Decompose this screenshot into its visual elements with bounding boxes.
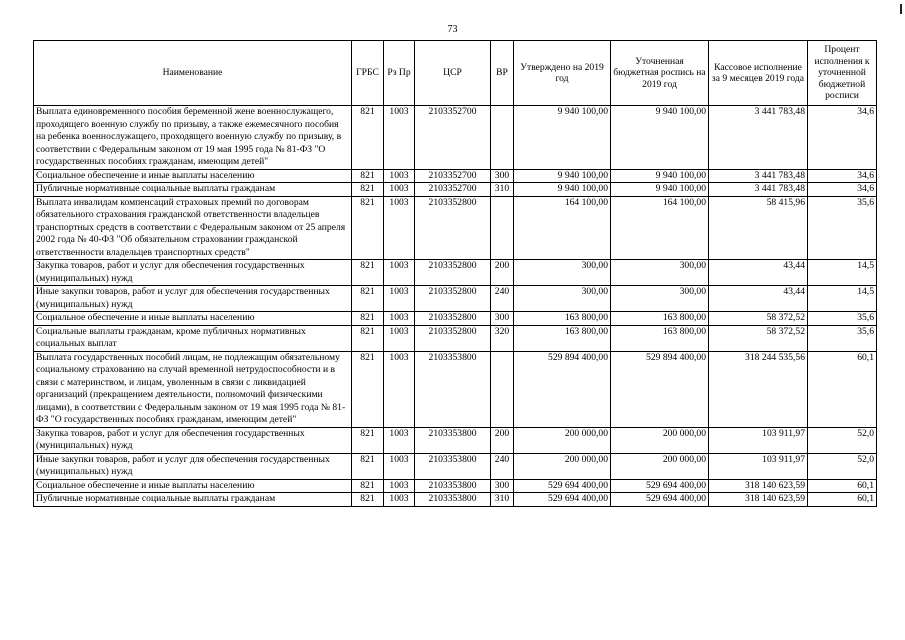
- table-row: [34, 312, 877, 326]
- cell-refined: 300,00: [611, 260, 709, 286]
- cell-name: Закупка товаров, работ и услуг для обеспечения государственных (муниципальных) нужд: [34, 427, 352, 453]
- cell-approved: 9 940 100,00: [514, 106, 611, 170]
- cell-rzpr: 1003: [384, 183, 415, 197]
- cell-name: Публичные нормативные социальные выплаты гражданам: [34, 183, 352, 197]
- cell-cash: 3 441 783,48: [709, 169, 808, 183]
- cell-percent: 34,6: [808, 169, 877, 183]
- cell-cash: 3 441 783,48: [709, 183, 808, 197]
- cell-name: Выплата единовременного пособия беременной жене военнослужащего, проходящего военную службу по призыву, а также ежемесячного пособия на ребенка военнослужащего, проходящего военную службу по призыву, в соответствии с Федеральным законом от 19 мая 1995 года № 81-ФЗ "О государственных пособиях гражданам, имеющим детей": [34, 106, 352, 170]
- header-rzpr: Рз Пр: [384, 41, 415, 106]
- table-row: [34, 325, 877, 351]
- cell-grbs: 821: [352, 351, 384, 427]
- cell-csr: 2103353800: [415, 479, 491, 493]
- budget-table: [33, 40, 877, 507]
- cell-percent: 14,5: [808, 286, 877, 312]
- cell-csr: 2103352700: [415, 106, 491, 170]
- header-percent: Процент исполнения к уточненной бюджетной росписи: [808, 41, 877, 106]
- table-row: [34, 493, 877, 507]
- cell-cash: 58 415,96: [709, 196, 808, 260]
- cell-refined: 529 894 400,00: [611, 351, 709, 427]
- cell-rzpr: 1003: [384, 479, 415, 493]
- cell-name: Выплата инвалидам компенсаций страховых премий по договорам обязательного страхования гражданской ответственности владельцев транспортных средств в соответствии с Федеральным законом от 25 апреля 2002 года № 40-ФЗ "Об обязательном страховании гражданской ответственности владельцев транспортных средств": [34, 196, 352, 260]
- cell-vr: 240: [491, 286, 514, 312]
- cell-vr: 200: [491, 427, 514, 453]
- cell-refined: 164 100,00: [611, 196, 709, 260]
- cell-rzpr: 1003: [384, 260, 415, 286]
- cell-approved: 529 894 400,00: [514, 351, 611, 427]
- cell-grbs: 821: [352, 312, 384, 326]
- table-row: [34, 286, 877, 312]
- cell-vr: 240: [491, 453, 514, 479]
- cell-name: Социальное обеспечение и иные выплаты населению: [34, 169, 352, 183]
- header-refined: Уточненная бюджетная роспись на 2019 год: [611, 41, 709, 106]
- cell-csr: 2103352800: [415, 325, 491, 351]
- cell-cash: 103 911,97: [709, 453, 808, 479]
- cell-rzpr: 1003: [384, 196, 415, 260]
- cell-approved: 9 940 100,00: [514, 183, 611, 197]
- cell-vr: 310: [491, 493, 514, 507]
- cell-csr: 2103352800: [415, 286, 491, 312]
- cell-percent: 14,5: [808, 260, 877, 286]
- cell-rzpr: 1003: [384, 493, 415, 507]
- cell-percent: 52,0: [808, 427, 877, 453]
- cell-refined: 529 694 400,00: [611, 479, 709, 493]
- cell-name: Публичные нормативные социальные выплаты гражданам: [34, 493, 352, 507]
- cell-cash: 318 140 623,59: [709, 493, 808, 507]
- cell-cash: 43,44: [709, 260, 808, 286]
- table-row: [34, 427, 877, 453]
- cell-percent: 60,1: [808, 479, 877, 493]
- table-row: [34, 479, 877, 493]
- cell-rzpr: 1003: [384, 106, 415, 170]
- cell-name: Иные закупки товаров, работ и услуг для обеспечения государственных (муниципальных) нужд: [34, 286, 352, 312]
- cell-csr: 2103352800: [415, 312, 491, 326]
- cell-vr: 300: [491, 312, 514, 326]
- cell-grbs: 821: [352, 453, 384, 479]
- cell-vr: 300: [491, 169, 514, 183]
- table-header-row: [34, 41, 877, 106]
- cell-rzpr: 1003: [384, 351, 415, 427]
- cell-refined: 529 694 400,00: [611, 493, 709, 507]
- cell-name: Социальное обеспечение и иные выплаты населению: [34, 312, 352, 326]
- cell-refined: 163 800,00: [611, 312, 709, 326]
- cell-vr: 300: [491, 479, 514, 493]
- cell-grbs: 821: [352, 183, 384, 197]
- cell-grbs: 821: [352, 493, 384, 507]
- cell-approved: 529 694 400,00: [514, 479, 611, 493]
- cell-approved: 200 000,00: [514, 427, 611, 453]
- cell-refined: 9 940 100,00: [611, 183, 709, 197]
- table-row: [34, 196, 877, 260]
- cell-grbs: 821: [352, 260, 384, 286]
- cell-cash: 103 911,97: [709, 427, 808, 453]
- cell-refined: 9 940 100,00: [611, 106, 709, 170]
- cell-vr: 200: [491, 260, 514, 286]
- cell-csr: 2103352800: [415, 260, 491, 286]
- cell-grbs: 821: [352, 196, 384, 260]
- cell-percent: 60,1: [808, 493, 877, 507]
- cell-grbs: 821: [352, 325, 384, 351]
- header-grbs: ГРБС: [352, 41, 384, 106]
- cell-vr: [491, 106, 514, 170]
- table-row: [34, 453, 877, 479]
- table-row: [34, 169, 877, 183]
- cell-refined: 200 000,00: [611, 453, 709, 479]
- cell-cash: 3 441 783,48: [709, 106, 808, 170]
- cell-percent: 34,6: [808, 106, 877, 170]
- scan-edge-mark: [900, 4, 902, 14]
- table-row: [34, 260, 877, 286]
- header-vr: ВР: [491, 41, 514, 106]
- cell-cash: 58 372,52: [709, 325, 808, 351]
- table-row: [34, 351, 877, 427]
- cell-grbs: 821: [352, 169, 384, 183]
- cell-name: Закупка товаров, работ и услуг для обеспечения государственных (муниципальных) нужд: [34, 260, 352, 286]
- cell-approved: 9 940 100,00: [514, 169, 611, 183]
- cell-percent: 35,6: [808, 325, 877, 351]
- cell-csr: 2103353800: [415, 453, 491, 479]
- cell-approved: 529 694 400,00: [514, 493, 611, 507]
- cell-cash: 318 140 623,59: [709, 479, 808, 493]
- cell-rzpr: 1003: [384, 286, 415, 312]
- cell-approved: 200 000,00: [514, 453, 611, 479]
- cell-name: Социальные выплаты гражданам, кроме публичных нормативных социальных выплат: [34, 325, 352, 351]
- cell-approved: 300,00: [514, 286, 611, 312]
- cell-refined: 9 940 100,00: [611, 169, 709, 183]
- cell-cash: 318 244 535,56: [709, 351, 808, 427]
- cell-csr: 2103353800: [415, 351, 491, 427]
- cell-grbs: 821: [352, 479, 384, 493]
- cell-csr: 2103353800: [415, 427, 491, 453]
- cell-rzpr: 1003: [384, 453, 415, 479]
- cell-vr: 310: [491, 183, 514, 197]
- cell-rzpr: 1003: [384, 169, 415, 183]
- cell-grbs: 821: [352, 427, 384, 453]
- cell-percent: 52,0: [808, 453, 877, 479]
- cell-name: Выплата государственных пособий лицам, не подлежащим обязательному социальному страхованию на случай временной нетрудоспособности и в связи с материнством, и лицам, уволенным в связи с ликвидацией организаций (прекращением деятельности, полномочий физическими лицами), в соответствии с Федеральным законом от 19 мая 1995 года № 81-ФЗ "О государственных пособиях гражданам, имеющим детей": [34, 351, 352, 427]
- cell-vr: [491, 351, 514, 427]
- cell-rzpr: 1003: [384, 312, 415, 326]
- page-number: 73: [447, 24, 458, 35]
- cell-approved: 163 800,00: [514, 325, 611, 351]
- header-cash: Кассовое исполнение за 9 месяцев 2019 года: [709, 41, 808, 106]
- table-body: [34, 106, 877, 507]
- cell-rzpr: 1003: [384, 325, 415, 351]
- cell-vr: [491, 196, 514, 260]
- cell-refined: 200 000,00: [611, 427, 709, 453]
- cell-csr: 2103352800: [415, 196, 491, 260]
- cell-vr: 320: [491, 325, 514, 351]
- cell-approved: 164 100,00: [514, 196, 611, 260]
- table-row: [34, 183, 877, 197]
- cell-percent: 35,6: [808, 312, 877, 326]
- cell-approved: 163 800,00: [514, 312, 611, 326]
- table-row: [34, 106, 877, 170]
- cell-csr: 2103353800: [415, 493, 491, 507]
- cell-percent: 60,1: [808, 351, 877, 427]
- header-name: Наименование: [34, 41, 352, 106]
- cell-percent: 34,6: [808, 183, 877, 197]
- cell-grbs: 821: [352, 286, 384, 312]
- cell-grbs: 821: [352, 106, 384, 170]
- cell-refined: 163 800,00: [611, 325, 709, 351]
- cell-name: Иные закупки товаров, работ и услуг для обеспечения государственных (муниципальных) нужд: [34, 453, 352, 479]
- cell-csr: 2103352700: [415, 169, 491, 183]
- cell-csr: 2103352700: [415, 183, 491, 197]
- cell-rzpr: 1003: [384, 427, 415, 453]
- cell-name: Социальное обеспечение и иные выплаты населению: [34, 479, 352, 493]
- cell-cash: 43,44: [709, 286, 808, 312]
- cell-refined: 300,00: [611, 286, 709, 312]
- cell-percent: 35,6: [808, 196, 877, 260]
- header-csr: ЦСР: [415, 41, 491, 106]
- header-approved: Утверждено на 2019 год: [514, 41, 611, 106]
- cell-approved: 300,00: [514, 260, 611, 286]
- cell-cash: 58 372,52: [709, 312, 808, 326]
